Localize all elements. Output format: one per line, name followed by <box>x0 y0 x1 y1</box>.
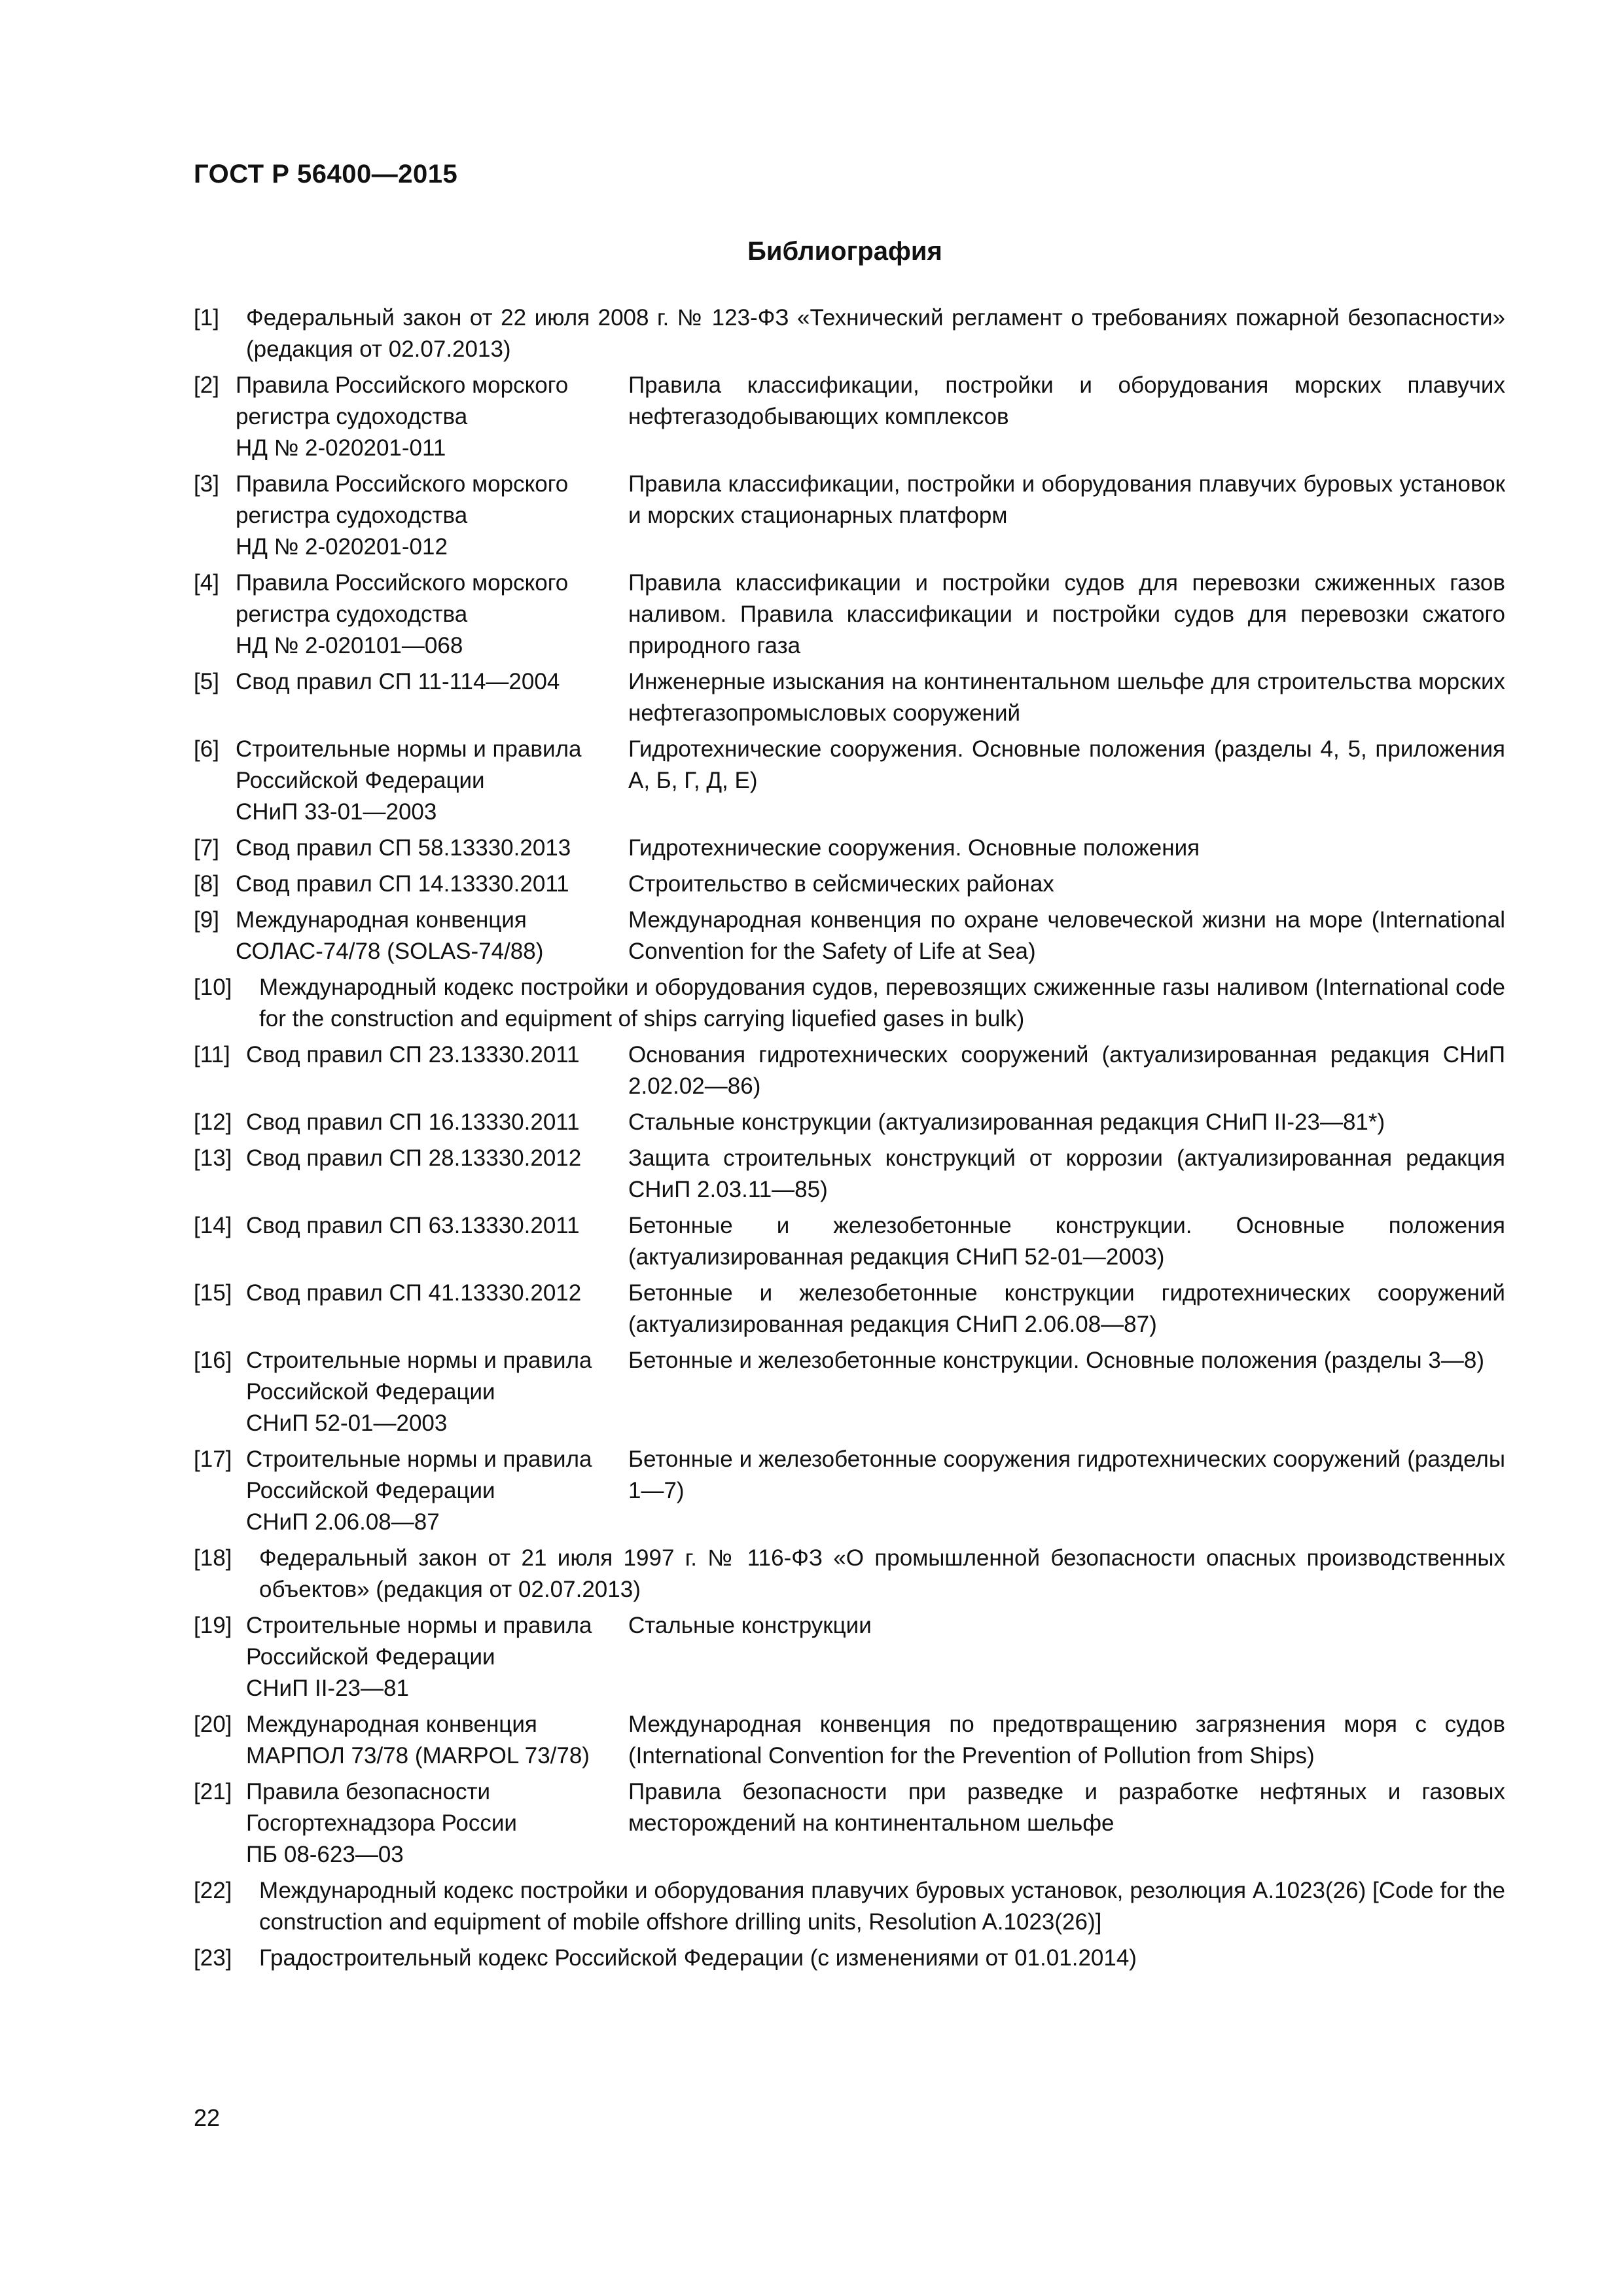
entry-source-line: Свод правил СП 14.13330.2011 <box>236 871 569 897</box>
entry-source <box>246 1345 628 1439</box>
entry-source-line: Свод правил СП 28.13330.2012 <box>246 1145 582 1171</box>
entry-description: Бетонные и железобетонные конструкции гидротехнических сооружений (актуализированная редакция СНиП 2.06.08—87) <box>628 1280 1505 1337</box>
entry-number: [8] <box>194 871 219 897</box>
bibliography-entry <box>194 1943 1505 1974</box>
entry-source-line: СОЛАС-74/78 (SOLAS-74/88) <box>236 939 544 964</box>
entry-source <box>246 1278 628 1340</box>
entry-description: Строительство в сейсмических районах <box>628 871 1054 897</box>
entry-source-line: Свод правил СП 41.13330.2012 <box>246 1280 582 1306</box>
entry-number: [23] <box>194 1945 232 1971</box>
entry-number: [21] <box>194 1779 232 1804</box>
bibliography-entry <box>194 905 1505 967</box>
entry-source-line: Строительные нормы и правила <box>246 1446 592 1472</box>
entry-number: [2] <box>194 372 219 398</box>
entry-description: Гидротехнические сооружения. Основные положения <box>628 835 1200 861</box>
entry-source <box>246 1039 628 1102</box>
bibliography-entry <box>194 1610 1505 1704</box>
entry-source <box>236 469 628 563</box>
bibliography-entry <box>194 1444 1505 1538</box>
entry-number: [9] <box>194 907 219 933</box>
entry-source <box>246 1210 628 1273</box>
entry-description: Гидротехнические сооружения. Основные положения (разделы 4, 5, приложения А, Б, Г, Д, Е) <box>628 736 1505 793</box>
entry-description: Правила классификации, постройки и оборудования морских плавучих нефтегазодобывающих комплексов <box>628 372 1505 429</box>
entry-description: Основания гидротехнических сооружений (актуализированная редакция СНиП 2.02.02—86) <box>628 1042 1505 1099</box>
entry-description: Правила классификации и постройки судов для перевозки сжиженных газов наливом. Правила классификации и постройки судов для перевозки сжатого природного газа <box>628 570 1505 658</box>
entry-source-line: Свод правил СП 11-114—2004 <box>236 669 560 694</box>
entry-number: [11] <box>194 1042 230 1067</box>
entry-source <box>246 1709 628 1772</box>
entry-source <box>236 370 628 464</box>
bibliography-entry <box>194 666 1505 729</box>
entry-source <box>246 1776 628 1871</box>
entry-source <box>246 1610 628 1704</box>
entry-description: Бетонные и железобетонные конструкции. Основные положения (актуализированная редакция СНиП 52-01—2003) <box>628 1213 1505 1270</box>
entry-source-line: Правила Российского морского <box>236 471 569 497</box>
entry-source <box>236 833 628 864</box>
entry-source-line: Строительные нормы и правила <box>246 1613 592 1638</box>
entry-source-line: Свод правил СП 63.13330.2011 <box>246 1213 580 1238</box>
bibliography-entry <box>194 567 1505 662</box>
bibliography-entry <box>194 972 1505 1035</box>
entry-number: [18] <box>194 1545 232 1571</box>
entry-source <box>236 567 628 662</box>
entry-source-line: Строительные нормы и правила <box>246 1348 592 1373</box>
bibliography-entry <box>194 1143 1505 1206</box>
bibliography-entry <box>194 833 1505 864</box>
bibliography-entry <box>194 469 1505 563</box>
entry-number: [6] <box>194 736 219 762</box>
entry-number: [15] <box>194 1280 232 1306</box>
entry-number: [16] <box>194 1348 232 1373</box>
entry-source-line: Строительные нормы и правила <box>236 736 582 762</box>
entry-number: [13] <box>194 1145 232 1171</box>
entry-description: Защита строительных конструкций от коррозии (актуализированная редакция СНиП 2.03.11—85) <box>628 1145 1505 1202</box>
entry-description: Стальные конструкции <box>628 1613 872 1638</box>
entry-number: [20] <box>194 1712 232 1737</box>
entry-text: Федеральный закон от 21 июля 1997 г. № 116-ФЗ «О промышленной безопасности опасных производственных объектов» (редакция от 02.07.2013) <box>259 1545 1505 1602</box>
document-id: ГОСТ Р 56400—2015 <box>194 160 458 188</box>
entry-number: [22] <box>194 1878 232 1903</box>
entry-source-line: регистра судоходства <box>236 503 468 528</box>
entry-source-line: Международная конвенция <box>246 1712 537 1737</box>
entry-source-line: НД № 2-020201-012 <box>236 534 448 560</box>
bibliography-entry <box>194 734 1505 828</box>
entry-text: Федеральный закон от 22 июля 2008 г. № 123-ФЗ «Технический регламент о требованиях пожарной безопасности» (редакция от 02.07.2013) <box>246 305 1505 362</box>
entry-source <box>246 1143 628 1206</box>
entry-number: [5] <box>194 669 219 694</box>
bibliography-entry <box>194 1345 1505 1439</box>
bibliography-entry <box>194 1543 1505 1605</box>
entry-text: Международный кодекс постройки и оборудования плавучих буровых установок, резолюция А.1023(26) [Code for the construction and equipment of mobile offshore drilling units, Resolution A.1023(26)] <box>259 1878 1505 1935</box>
bibliography-entry <box>194 1776 1505 1871</box>
bibliography-entry <box>194 370 1505 464</box>
entry-text: Международный кодекс постройки и оборудования судов, перевозящих сжиженные газы наливом (International code for the construction and equipment of ships carrying liquefied gases in bulk) <box>259 975 1505 1031</box>
entry-source <box>236 734 628 828</box>
entry-description: Бетонные и железобетонные сооружения гидротехнических сооружений (разделы 1—7) <box>628 1446 1505 1503</box>
entry-source-line: Международная конвенция <box>236 907 527 933</box>
bibliography-list <box>194 302 1505 1979</box>
entry-description: Правила классификации, постройки и оборудования плавучих буровых установок и морских стационарных платформ <box>628 471 1505 528</box>
entry-source-line: Российской Федерации <box>246 1478 495 1503</box>
bibliography-entry <box>194 1107 1505 1138</box>
bibliography-entry <box>194 869 1505 900</box>
entry-source-line: Госгортехнадзора России <box>246 1810 517 1836</box>
bibliography-entry <box>194 1875 1505 1938</box>
entry-number: [10] <box>194 975 232 1000</box>
entry-source-line: Российской Федерации <box>236 768 485 793</box>
entry-source-line: СНиП 52-01—2003 <box>246 1410 448 1436</box>
entry-source-line: Свод правил СП 16.13330.2011 <box>246 1109 580 1135</box>
entry-source-line: Российской Федерации <box>246 1379 495 1405</box>
entry-description: Правила безопасности при разведке и разработке нефтяных и газовых месторождений на континентальном шельфе <box>628 1779 1505 1836</box>
entry-number: [17] <box>194 1446 232 1472</box>
entry-source-line: СНиП 2.06.08—87 <box>246 1509 440 1535</box>
entry-number: [3] <box>194 471 219 497</box>
entry-source-line: ПБ 08-623—03 <box>246 1842 404 1867</box>
page-number: 22 <box>194 2104 221 2131</box>
bibliography-entry <box>194 1210 1505 1273</box>
entry-source <box>236 666 628 729</box>
entry-description: Международная конвенция по охране человеческой жизни на море (International Convention for the Safety of Life at Sea) <box>628 907 1505 964</box>
entry-source-line: регистра судоходства <box>236 404 468 429</box>
entry-source-line: Свод правил СП 23.13330.2011 <box>246 1042 580 1067</box>
page-title: Библиография <box>747 237 942 266</box>
entry-source-line: СНиП 33-01—2003 <box>236 799 437 825</box>
entry-description: Стальные конструкции (актуализированная редакция СНиП II-23—81*) <box>628 1109 1385 1135</box>
entry-description: Бетонные и железобетонные конструкции. Основные положения (разделы 3—8) <box>628 1348 1485 1373</box>
entry-source-line: НД № 2-020101—068 <box>236 633 463 658</box>
bibliography-entry <box>194 1039 1505 1102</box>
entry-number: [12] <box>194 1109 232 1135</box>
entry-text: Градостроительный кодекс Российской Федерации (с изменениями от 01.01.2014) <box>259 1945 1137 1971</box>
entry-number: [14] <box>194 1213 232 1238</box>
entry-source-line: Правила Российского морского <box>236 570 569 596</box>
entry-source-line: Правила безопасности <box>246 1779 491 1804</box>
entry-source-line: НД № 2-020201-011 <box>236 435 446 461</box>
entry-number: [4] <box>194 570 219 596</box>
entry-source-line: МАРПОЛ 73/78 (MARPOL 73/78) <box>246 1743 590 1768</box>
entry-number: [7] <box>194 835 219 861</box>
entry-description: Международная конвенция по предотвращению загрязнения моря с судов (International Convention for the Prevention of Pollution from Ships) <box>628 1712 1505 1768</box>
bibliography-entry <box>194 302 1505 365</box>
entry-description: Инженерные изыскания на континентальном шельфе для строительства морских нефтегазопромысловых сооружений <box>628 669 1505 726</box>
bibliography-entry <box>194 1709 1505 1772</box>
entry-source <box>236 869 628 900</box>
entry-source <box>246 1444 628 1538</box>
entry-source-line: Российской Федерации <box>246 1644 495 1670</box>
entry-source-line: Правила Российского морского <box>236 372 569 398</box>
bibliography-entry <box>194 1278 1505 1340</box>
entry-source-line: СНиП II-23—81 <box>246 1676 409 1701</box>
entry-number: [19] <box>194 1613 232 1638</box>
entry-source <box>246 1107 628 1138</box>
entry-source-line: Свод правил СП 58.13330.2013 <box>236 835 571 861</box>
entry-source <box>236 905 628 967</box>
entry-source-line: регистра судоходства <box>236 601 468 627</box>
entry-number: [1] <box>194 305 219 331</box>
